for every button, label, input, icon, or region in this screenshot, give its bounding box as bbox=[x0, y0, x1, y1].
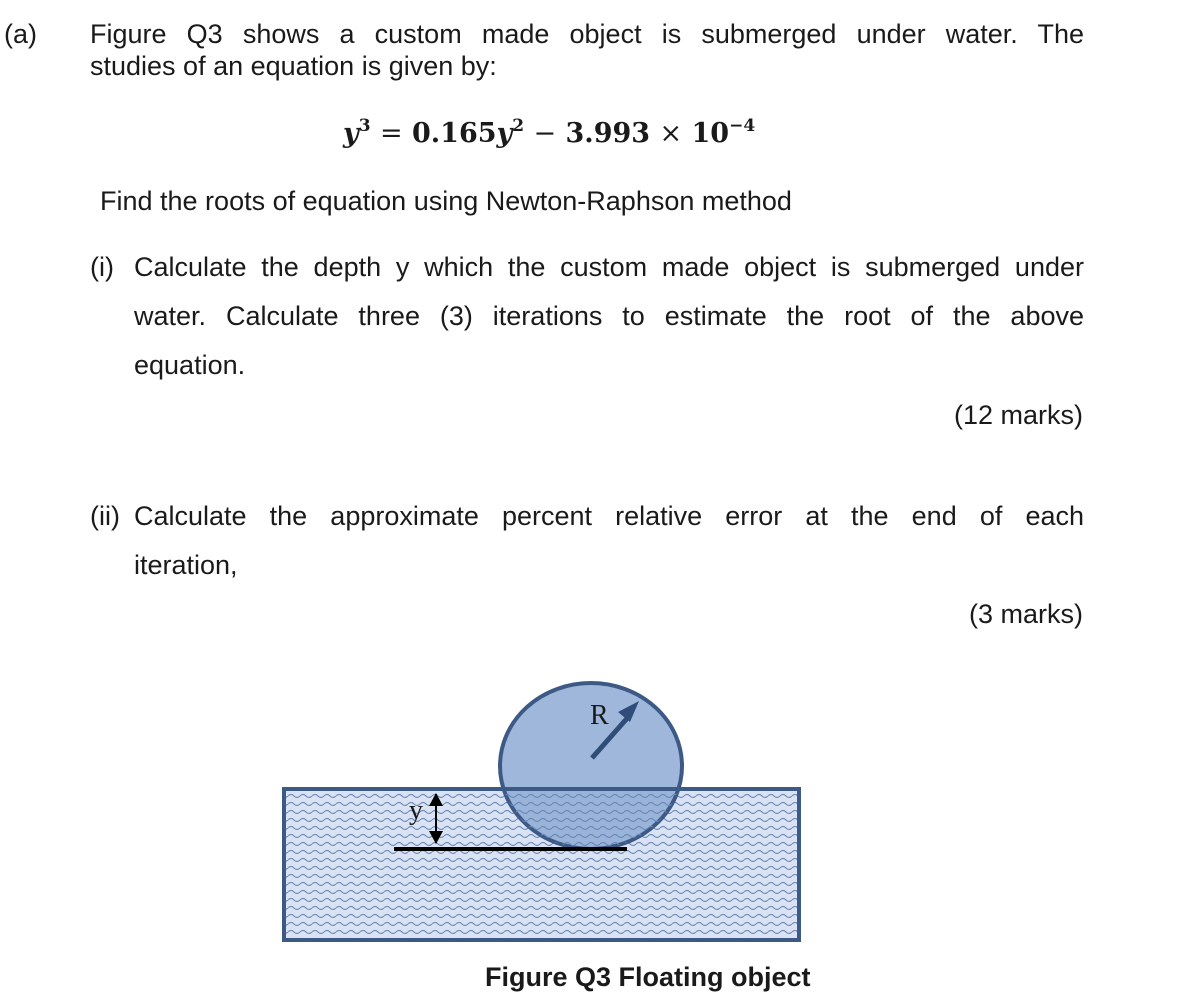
equation-equals: = bbox=[379, 118, 403, 149]
part-i-line-1: Calculate the depth y which the custom made object is submerged under bbox=[134, 252, 1084, 282]
find-instruction: Find the roots of equation using Newton-Raphson method bbox=[100, 186, 792, 216]
part-i-line-3: equation. bbox=[134, 350, 246, 380]
equation-lhs-exp: 3 bbox=[358, 116, 371, 136]
equation-exp2: 2 bbox=[512, 116, 525, 136]
part-ii-line-1: Calculate the approximate percent relative error at the end of each bbox=[134, 501, 1084, 531]
intro-line-2: studies of an equation is given by: bbox=[90, 51, 497, 81]
radius-label: R bbox=[590, 700, 609, 731]
figure-caption: Figure Q3 Floating object bbox=[485, 962, 811, 992]
equation-lhs-var: y bbox=[343, 118, 359, 149]
depth-label: y bbox=[409, 795, 423, 826]
equation-var2: y bbox=[496, 118, 513, 149]
part-i-number: (i) bbox=[90, 252, 114, 282]
equation-exp3: −4 bbox=[729, 116, 756, 136]
equation-coef2: 3.993 bbox=[565, 118, 651, 149]
part-ii-marks: (3 marks) bbox=[969, 599, 1083, 629]
question-label: (a) bbox=[4, 19, 37, 49]
equation-base: 10 bbox=[691, 118, 730, 149]
equation-coef1: 0.165 bbox=[411, 118, 497, 149]
equation-times: × bbox=[659, 118, 683, 149]
part-ii-line-2: iteration, bbox=[134, 550, 238, 580]
intro-line-1: Figure Q3 shows a custom made object is submerged under water. The bbox=[90, 19, 1084, 49]
part-ii-number: (ii) bbox=[90, 501, 120, 531]
part-i-marks: (12 marks) bbox=[953, 400, 1083, 430]
equation-minus: − bbox=[533, 118, 557, 149]
part-i-line-2: water. Calculate three (3) iterations to estimate the root of the above bbox=[134, 301, 1084, 331]
